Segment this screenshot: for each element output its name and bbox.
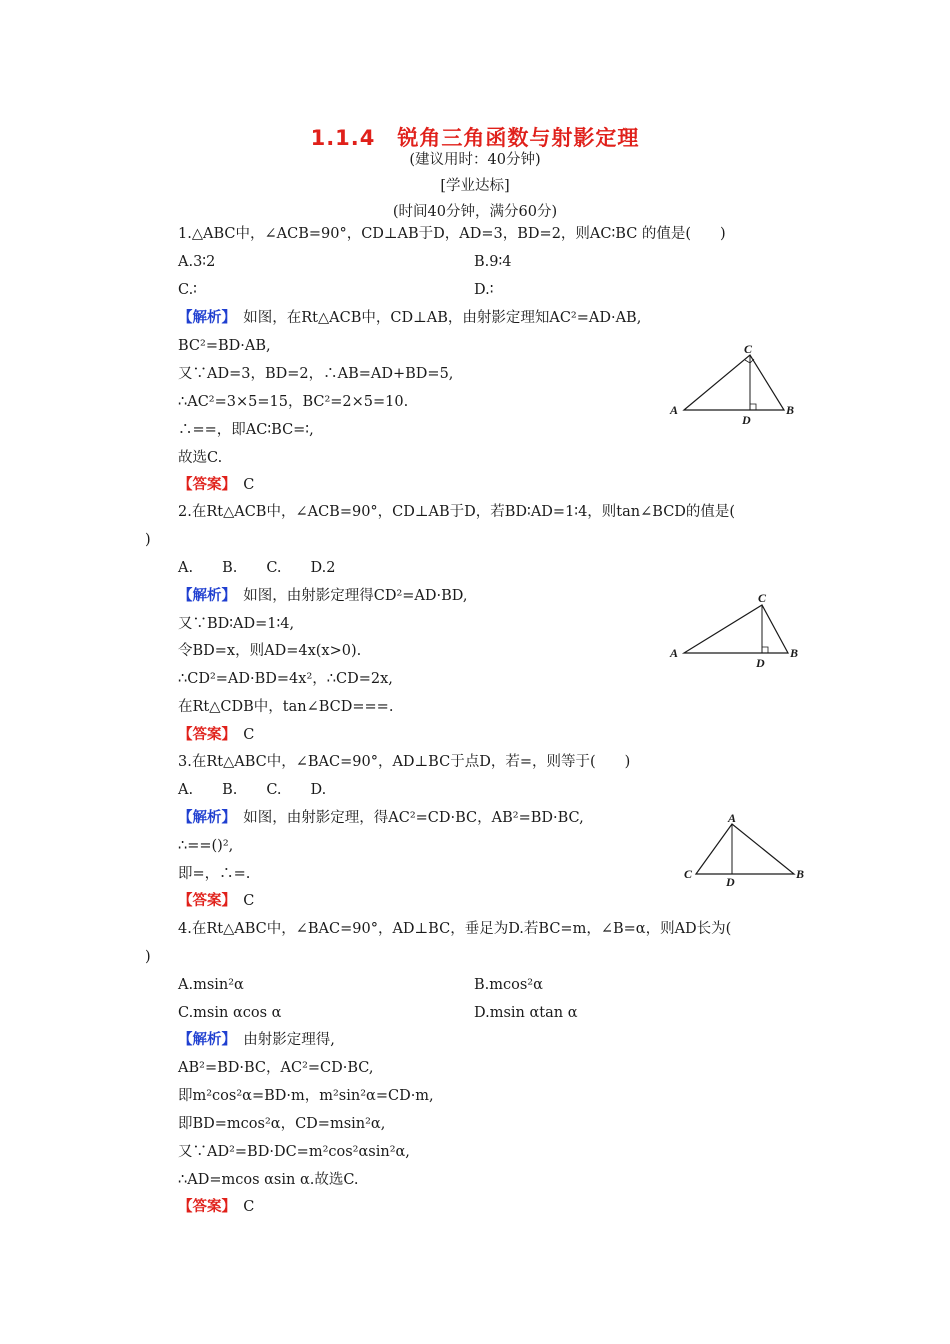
q2-stem: 2.在Rt△ACB中，∠ACB=90°，CD⊥AB于D，若BD∶AD=1∶4，则tan∠BCD的值是(	[178, 504, 736, 520]
point-label-a: A	[670, 646, 679, 660]
q4-analysis-line: 【解析】 由射影定理得,	[178, 1032, 335, 1048]
analysis-tag: 【解析】	[178, 810, 229, 826]
analysis-tag: 【解析】	[178, 310, 229, 326]
q1-analysis-line: ∴==，即AC∶BC=∶,	[178, 422, 314, 438]
q4-stem: 4.在Rt△ABC中，∠BAC=90°，AD⊥BC，垂足为D.若BC=m，∠B=α，则AD长为(	[178, 921, 732, 937]
point-label-d: D	[726, 875, 735, 889]
q4-stem-cont: )	[145, 949, 151, 965]
point-label-b: B	[796, 867, 805, 881]
q2-analysis-line: 在Rt△CDB中，tan∠BCD===.	[178, 699, 394, 715]
point-label-b: B	[790, 646, 799, 660]
answer-tag: 【答案】	[178, 1199, 229, 1215]
q4-analysis-line: 即BD=mcos²α，CD=msin²α,	[178, 1116, 386, 1132]
point-label-c: C	[744, 342, 753, 356]
q1-option-a: A.3∶2	[178, 254, 216, 270]
answer-tag: 【答案】	[178, 477, 229, 493]
q3-analysis-line: 即=，∴=.	[178, 866, 251, 882]
q4-option-c: C.msin αcos α	[178, 1005, 282, 1021]
page-title: 1.1.4 锐角三角函数与射影定理	[310, 126, 640, 150]
q1-answer-line: 【答案】 C	[178, 477, 255, 493]
q1-option-d: D.∶	[474, 282, 494, 298]
q1-triangle-figure	[668, 340, 808, 430]
point-label-d: D	[756, 656, 765, 670]
q4-option-d: D.msin αtan α	[474, 1005, 578, 1021]
q1-analysis-line: ∴AC²=3×5=15，BC²=2×5=10.	[178, 394, 409, 410]
time-note: (时间40分钟，满分60分)	[392, 204, 558, 220]
q3-answer-line: 【答案】 C	[178, 893, 255, 909]
section-heading: [学业达标]	[440, 178, 510, 194]
q1-stem: 1.△ABC中，∠ACB=90°，CD⊥AB于D，AD=3，BD=2，则AC∶BC 的值是( )	[178, 226, 726, 242]
q4-analysis-line: 即m²cos²α=BD·m，m²sin²α=CD·m,	[178, 1088, 434, 1104]
q4-option-a: A.msin²α	[178, 977, 244, 993]
point-label-c: C	[684, 867, 693, 881]
q1-analysis-line: 故选C.	[178, 450, 223, 466]
q1-option-c: C.∶	[178, 282, 197, 298]
q2-analysis-line: 令BD=x，则AD=4x(x>0).	[178, 643, 362, 659]
q3-stem: 3.在Rt△ABC中，∠BAC=90°，AD⊥BC于点D，若=，则等于( )	[178, 754, 631, 770]
analysis-tag: 【解析】	[178, 1032, 229, 1048]
q2-options: A. B. C. D.2	[178, 560, 336, 576]
point-label-b: B	[786, 403, 795, 417]
q4-analysis-line: 又∵AD²=BD·DC=m²cos²αsin²α,	[178, 1144, 410, 1160]
q2-answer-line: 【答案】 C	[178, 727, 255, 743]
q2-analysis-line: ∴CD²=AD·BD=4x²，∴CD=2x,	[178, 671, 393, 687]
point-label-a: A	[670, 403, 679, 417]
point-label-d: D	[742, 413, 751, 427]
suggested-time: (建议用时：40分钟)	[409, 152, 541, 168]
q2-analysis-line: 【解析】 如图，由射影定理得CD²=AD·BD,	[178, 588, 468, 604]
q4-option-b: B.mcos²α	[474, 977, 543, 993]
point-label-c: C	[758, 591, 767, 605]
answer-tag: 【答案】	[178, 893, 229, 909]
q3-analysis-line: 【解析】 如图，由射影定理，得AC²=CD·BC，AB²=BD·BC,	[178, 810, 584, 826]
q2-analysis-line: 又∵BD∶AD=1∶4,	[178, 616, 295, 632]
q3-triangle-figure	[680, 810, 810, 890]
q1-analysis-line: 【解析】 如图，在Rt△ACB中，CD⊥AB，由射影定理知AC²=AD·AB,	[178, 310, 642, 326]
q4-analysis-line: ∴AD=mcos αsin α.故选C.	[178, 1172, 359, 1188]
point-label-a: A	[728, 811, 737, 825]
q1-option-b: B.9∶4	[474, 254, 512, 270]
answer-tag: 【答案】	[178, 727, 229, 743]
q1-analysis-line: BC²=BD·AB,	[178, 338, 271, 354]
analysis-tag: 【解析】	[178, 588, 229, 604]
q3-analysis-line: ∴==()²,	[178, 838, 234, 854]
q3-options: A. B. C. D.	[178, 782, 327, 798]
q1-analysis-line: 又∵AD=3，BD=2，∴AB=AD+BD=5,	[178, 366, 454, 382]
q4-answer-line: 【答案】 C	[178, 1199, 255, 1215]
q2-stem-cont: )	[145, 532, 151, 548]
q4-analysis-line: AB²=BD·BC，AC²=CD·BC,	[178, 1060, 374, 1076]
q2-triangle-figure	[668, 590, 808, 672]
